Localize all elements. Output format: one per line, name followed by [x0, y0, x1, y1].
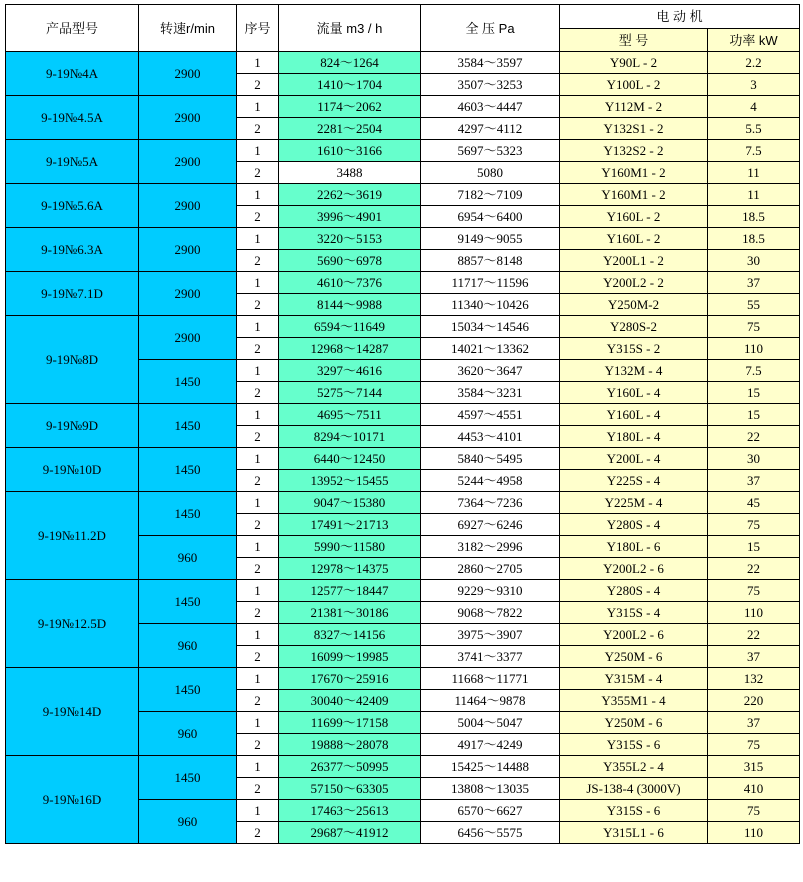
header-motor: 电 动 机	[560, 5, 800, 29]
seq-cell: 1	[237, 580, 279, 602]
table-row	[6, 184, 800, 206]
power-cell: 30	[708, 448, 800, 470]
flow-cell: 3996～4901	[279, 206, 421, 228]
seq-cell: 1	[237, 800, 279, 822]
flow-cell: 6440～12450	[279, 448, 421, 470]
speed-cell: 960	[139, 624, 237, 668]
seq-cell: 1	[237, 492, 279, 514]
speed-cell: 2900	[139, 228, 237, 272]
motor-model-cell: Y180L - 4	[560, 426, 708, 448]
power-cell: 18.5	[708, 228, 800, 250]
flow-cell: 17463～25613	[279, 800, 421, 822]
power-cell: 75	[708, 580, 800, 602]
seq-cell: 2	[237, 558, 279, 580]
pressure-cell: 9229～9310	[421, 580, 560, 602]
flow-cell: 6594～11649	[279, 316, 421, 338]
header-motor-model: 型 号	[560, 29, 708, 52]
pressure-cell: 3620～3647	[421, 360, 560, 382]
speed-cell: 1450	[139, 580, 237, 624]
power-cell: 37	[708, 272, 800, 294]
seq-cell: 1	[237, 52, 279, 74]
motor-model-cell: Y250M-2	[560, 294, 708, 316]
seq-cell: 1	[237, 316, 279, 338]
pressure-cell: 5004～5047	[421, 712, 560, 734]
motor-model-cell: Y160L - 2	[560, 228, 708, 250]
pressure-cell: 5080	[421, 162, 560, 184]
flow-cell: 57150～63305	[279, 778, 421, 800]
power-cell: 410	[708, 778, 800, 800]
pressure-cell: 7364～7236	[421, 492, 560, 514]
flow-cell: 3297～4616	[279, 360, 421, 382]
speed-cell: 2900	[139, 96, 237, 140]
motor-model-cell: Y100L - 2	[560, 74, 708, 96]
seq-cell: 2	[237, 118, 279, 140]
pressure-cell: 11717～11596	[421, 272, 560, 294]
pressure-cell: 9149～9055	[421, 228, 560, 250]
motor-model-cell: Y112M - 2	[560, 96, 708, 118]
seq-cell: 1	[237, 272, 279, 294]
model-cell: 9-19№4.5A	[6, 96, 139, 140]
model-cell: 9-19№5A	[6, 140, 139, 184]
power-cell: 7.5	[708, 140, 800, 162]
pressure-cell: 3584～3231	[421, 382, 560, 404]
pressure-cell: 11340～10426	[421, 294, 560, 316]
power-cell: 5.5	[708, 118, 800, 140]
power-cell: 22	[708, 558, 800, 580]
seq-cell: 1	[237, 140, 279, 162]
speed-cell: 2900	[139, 140, 237, 184]
motor-model-cell: Y90L - 2	[560, 52, 708, 74]
flow-cell: 12978～14375	[279, 558, 421, 580]
power-cell: 55	[708, 294, 800, 316]
power-cell: 2.2	[708, 52, 800, 74]
power-cell: 110	[708, 602, 800, 624]
pressure-cell: 4297～4112	[421, 118, 560, 140]
pressure-cell: 15425～14488	[421, 756, 560, 778]
model-cell: 9-19№4A	[6, 52, 139, 96]
power-cell: 75	[708, 734, 800, 756]
power-cell: 7.5	[708, 360, 800, 382]
motor-model-cell: Y315S - 2	[560, 338, 708, 360]
table-row	[6, 140, 800, 162]
flow-cell: 12968～14287	[279, 338, 421, 360]
motor-model-cell: Y280S - 4	[560, 514, 708, 536]
pressure-cell: 11668～11771	[421, 668, 560, 690]
speed-cell: 2900	[139, 272, 237, 316]
power-cell: 15	[708, 382, 800, 404]
pressure-cell: 3975～3907	[421, 624, 560, 646]
seq-cell: 1	[237, 756, 279, 778]
flow-cell: 1410～1704	[279, 74, 421, 96]
power-cell: 30	[708, 250, 800, 272]
flow-cell: 1174～2062	[279, 96, 421, 118]
motor-model-cell: Y160M1 - 2	[560, 184, 708, 206]
seq-cell: 2	[237, 206, 279, 228]
table-row	[6, 228, 800, 250]
motor-model-cell: Y200L2 - 6	[560, 624, 708, 646]
pressure-cell: 6954～6400	[421, 206, 560, 228]
seq-cell: 2	[237, 514, 279, 536]
table-row	[6, 756, 800, 778]
pressure-cell: 14021～13362	[421, 338, 560, 360]
motor-model-cell: Y200L2 - 2	[560, 272, 708, 294]
model-cell: 9-19№8D	[6, 316, 139, 404]
table-row	[6, 404, 800, 426]
spec-table-body	[6, 52, 800, 844]
flow-cell: 2281～2504	[279, 118, 421, 140]
flow-cell: 824～1264	[279, 52, 421, 74]
speed-cell: 1450	[139, 668, 237, 712]
power-cell: 45	[708, 492, 800, 514]
speed-cell: 960	[139, 536, 237, 580]
flow-cell: 1610～3166	[279, 140, 421, 162]
pressure-cell: 5244～4958	[421, 470, 560, 492]
flow-cell: 2262～3619	[279, 184, 421, 206]
seq-cell: 1	[237, 184, 279, 206]
pressure-cell: 4603～4447	[421, 96, 560, 118]
flow-cell: 13952～15455	[279, 470, 421, 492]
seq-cell: 1	[237, 360, 279, 382]
seq-cell: 1	[237, 536, 279, 558]
motor-model-cell: Y355L2 - 4	[560, 756, 708, 778]
seq-cell: 2	[237, 426, 279, 448]
seq-cell: 1	[237, 668, 279, 690]
power-cell: 11	[708, 184, 800, 206]
flow-cell: 30040～42409	[279, 690, 421, 712]
speed-cell: 960	[139, 800, 237, 844]
flow-cell: 17670～25916	[279, 668, 421, 690]
motor-model-cell: Y160L - 4	[560, 382, 708, 404]
power-cell: 37	[708, 646, 800, 668]
pressure-cell: 4453～4101	[421, 426, 560, 448]
seq-cell: 2	[237, 162, 279, 184]
power-cell: 22	[708, 624, 800, 646]
header-pressure: 全 压 Pa	[421, 5, 560, 52]
power-cell: 11	[708, 162, 800, 184]
power-cell: 75	[708, 316, 800, 338]
table-row	[6, 668, 800, 690]
table-row	[6, 448, 800, 470]
seq-cell: 1	[237, 448, 279, 470]
flow-cell: 12577～18447	[279, 580, 421, 602]
flow-cell: 21381～30186	[279, 602, 421, 624]
pressure-cell: 2860～2705	[421, 558, 560, 580]
power-cell: 37	[708, 470, 800, 492]
seq-cell: 2	[237, 294, 279, 316]
motor-model-cell: Y180L - 6	[560, 536, 708, 558]
seq-cell: 1	[237, 712, 279, 734]
pressure-cell: 3182～2996	[421, 536, 560, 558]
motor-model-cell: JS-138-4 (3000V)	[560, 778, 708, 800]
seq-cell: 2	[237, 822, 279, 844]
table-row	[6, 272, 800, 294]
table-row	[6, 52, 800, 74]
speed-cell: 2900	[139, 184, 237, 228]
power-cell: 18.5	[708, 206, 800, 228]
motor-model-cell: Y280S-2	[560, 316, 708, 338]
pressure-cell: 5840～5495	[421, 448, 560, 470]
pressure-cell: 11464～9878	[421, 690, 560, 712]
power-cell: 15	[708, 536, 800, 558]
table-row	[6, 492, 800, 514]
table-row	[6, 580, 800, 602]
motor-model-cell: Y315L1 - 6	[560, 822, 708, 844]
flow-cell: 9047～15380	[279, 492, 421, 514]
seq-cell: 2	[237, 338, 279, 360]
pressure-cell: 4597～4551	[421, 404, 560, 426]
pressure-cell: 15034～14546	[421, 316, 560, 338]
motor-model-cell: Y160L - 4	[560, 404, 708, 426]
speed-cell: 960	[139, 712, 237, 756]
flow-cell: 16099～19985	[279, 646, 421, 668]
motor-model-cell: Y200L1 - 2	[560, 250, 708, 272]
flow-cell: 19888～28078	[279, 734, 421, 756]
seq-cell: 2	[237, 734, 279, 756]
motor-model-cell: Y315S - 6	[560, 800, 708, 822]
power-cell: 315	[708, 756, 800, 778]
power-cell: 75	[708, 800, 800, 822]
model-cell: 9-19№5.6A	[6, 184, 139, 228]
flow-cell: 29687～41912	[279, 822, 421, 844]
power-cell: 37	[708, 712, 800, 734]
power-cell: 4	[708, 96, 800, 118]
seq-cell: 1	[237, 228, 279, 250]
model-cell: 9-19№10D	[6, 448, 139, 492]
pressure-cell: 5697～5323	[421, 140, 560, 162]
fan-spec-table	[5, 4, 800, 844]
seq-cell: 2	[237, 690, 279, 712]
seq-cell: 2	[237, 602, 279, 624]
model-cell: 9-19№7.1D	[6, 272, 139, 316]
motor-model-cell: Y160M1 - 2	[560, 162, 708, 184]
flow-cell: 3220～5153	[279, 228, 421, 250]
motor-model-cell: Y200L - 4	[560, 448, 708, 470]
model-cell: 9-19№11.2D	[6, 492, 139, 580]
pressure-cell: 3507～3253	[421, 74, 560, 96]
pressure-cell: 6927～6246	[421, 514, 560, 536]
seq-cell: 2	[237, 382, 279, 404]
seq-cell: 2	[237, 646, 279, 668]
flow-cell: 8294～10171	[279, 426, 421, 448]
header-speed: 转速r/min	[139, 5, 237, 52]
pressure-cell: 3741～3377	[421, 646, 560, 668]
flow-cell: 5275～7144	[279, 382, 421, 404]
speed-cell: 1450	[139, 360, 237, 404]
motor-model-cell: Y132S2 - 2	[560, 140, 708, 162]
pressure-cell: 3584～3597	[421, 52, 560, 74]
model-cell: 9-19№16D	[6, 756, 139, 844]
motor-model-cell: Y132M - 4	[560, 360, 708, 382]
seq-cell: 1	[237, 404, 279, 426]
speed-cell: 1450	[139, 756, 237, 800]
table-row	[6, 316, 800, 338]
motor-model-cell: Y160L - 2	[560, 206, 708, 228]
power-cell: 220	[708, 690, 800, 712]
speed-cell: 1450	[139, 404, 237, 448]
flow-cell: 8327～14156	[279, 624, 421, 646]
seq-cell: 2	[237, 250, 279, 272]
seq-cell: 1	[237, 624, 279, 646]
header-model: 产品型号	[6, 5, 139, 52]
header-seq: 序号	[237, 5, 279, 52]
motor-model-cell: Y250M - 6	[560, 646, 708, 668]
pressure-cell: 8857～8148	[421, 250, 560, 272]
flow-cell: 8144～9988	[279, 294, 421, 316]
power-cell: 110	[708, 338, 800, 360]
motor-model-cell: Y355M1 - 4	[560, 690, 708, 712]
speed-cell: 2900	[139, 52, 237, 96]
motor-model-cell: Y225M - 4	[560, 492, 708, 514]
table-row	[6, 96, 800, 118]
power-cell: 75	[708, 514, 800, 536]
pressure-cell: 13808～13035	[421, 778, 560, 800]
flow-cell: 17491～21713	[279, 514, 421, 536]
model-cell: 9-19№12.5D	[6, 580, 139, 668]
pressure-cell: 7182～7109	[421, 184, 560, 206]
model-cell: 9-19№9D	[6, 404, 139, 448]
pressure-cell: 6570～6627	[421, 800, 560, 822]
speed-cell: 1450	[139, 492, 237, 536]
motor-model-cell: Y132S1 - 2	[560, 118, 708, 140]
seq-cell: 2	[237, 470, 279, 492]
pressure-cell: 4917～4249	[421, 734, 560, 756]
power-cell: 132	[708, 668, 800, 690]
flow-cell: 5690～6978	[279, 250, 421, 272]
motor-model-cell: Y250M - 6	[560, 712, 708, 734]
flow-cell: 26377～50995	[279, 756, 421, 778]
power-cell: 110	[708, 822, 800, 844]
flow-cell: 4610～7376	[279, 272, 421, 294]
motor-model-cell: Y315S - 4	[560, 602, 708, 624]
flow-cell: 3488	[279, 162, 421, 184]
header-power: 功率 kW	[708, 29, 800, 52]
pressure-cell: 9068～7822	[421, 602, 560, 624]
motor-model-cell: Y315S - 6	[560, 734, 708, 756]
motor-model-cell: Y315M - 4	[560, 668, 708, 690]
model-cell: 9-19№14D	[6, 668, 139, 756]
power-cell: 22	[708, 426, 800, 448]
flow-cell: 11699～17158	[279, 712, 421, 734]
seq-cell: 1	[237, 96, 279, 118]
flow-cell: 4695～7511	[279, 404, 421, 426]
speed-cell: 1450	[139, 448, 237, 492]
seq-cell: 2	[237, 74, 279, 96]
header-flow: 流量 m3 / h	[279, 5, 421, 52]
seq-cell: 2	[237, 778, 279, 800]
speed-cell: 2900	[139, 316, 237, 360]
model-cell: 9-19№6.3A	[6, 228, 139, 272]
motor-model-cell: Y200L2 - 6	[560, 558, 708, 580]
pressure-cell: 6456～5575	[421, 822, 560, 844]
power-cell: 3	[708, 74, 800, 96]
flow-cell: 5990～11580	[279, 536, 421, 558]
power-cell: 15	[708, 404, 800, 426]
motor-model-cell: Y225S - 4	[560, 470, 708, 492]
motor-model-cell: Y280S - 4	[560, 580, 708, 602]
